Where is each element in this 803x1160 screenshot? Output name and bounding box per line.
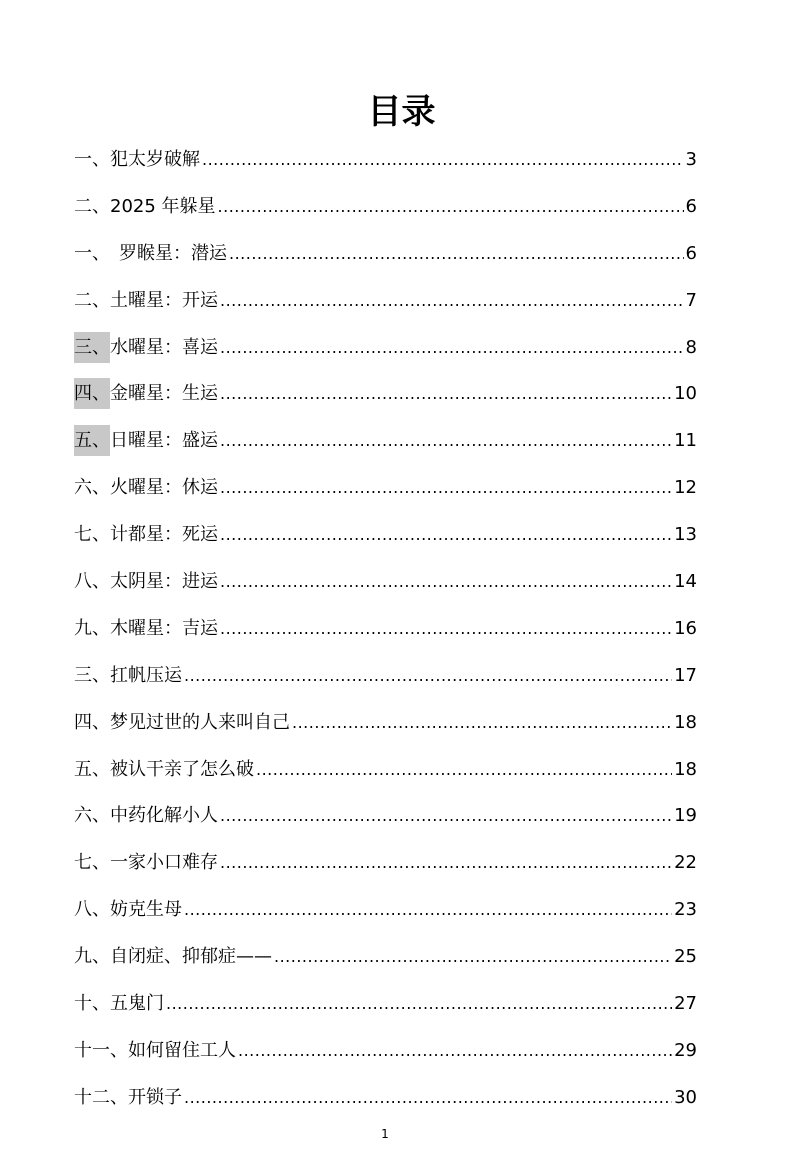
table-of-contents bbox=[74, 142, 697, 1127]
toc-entry-number: 八、 bbox=[74, 899, 110, 921]
toc-entry-number: 二、 bbox=[74, 195, 110, 217]
toc-entry-number: 九、 bbox=[74, 617, 110, 639]
toc-entry-number: 三、 bbox=[74, 664, 110, 686]
toc-entry-page: 8 bbox=[685, 336, 697, 358]
toc-entry-page: 18 bbox=[674, 758, 697, 780]
toc-entry-page: 25 bbox=[674, 946, 697, 968]
toc-entry-number: 六、 bbox=[74, 477, 110, 499]
toc-entry-page: 6 bbox=[685, 242, 697, 264]
toc-entry-number: 十二、 bbox=[74, 1086, 128, 1108]
toc-entry[interactable] bbox=[74, 1033, 697, 1080]
toc-entry-title: 计都星：死运 bbox=[110, 524, 218, 546]
toc-entry-title: 太阴星：进运 bbox=[110, 571, 218, 593]
toc-entry-title: 2025 年躲星 bbox=[110, 195, 216, 217]
toc-leader-dots bbox=[229, 236, 684, 272]
toc-entry-title: 土曜星：开运 bbox=[110, 289, 218, 311]
toc-entry-number: 七、 bbox=[74, 852, 110, 874]
toc-entry-page: 13 bbox=[674, 524, 697, 546]
toc-leader-dots bbox=[220, 798, 672, 834]
toc-entry-number: 四、 bbox=[74, 378, 110, 409]
toc-entry-label bbox=[74, 189, 216, 225]
toc-entry-title: 一家小口难存 bbox=[110, 852, 218, 874]
toc-entry-title: 水曜星：喜运 bbox=[110, 336, 218, 358]
toc-entry-title: 自闭症、抑郁症—— bbox=[110, 946, 272, 968]
toc-entry-title: 扛帆压运 bbox=[110, 664, 182, 686]
toc-entry[interactable] bbox=[74, 189, 697, 236]
toc-entry[interactable] bbox=[74, 845, 697, 892]
toc-leader-dots bbox=[274, 939, 672, 975]
toc-entry-title: 妨克生母 bbox=[110, 899, 182, 921]
toc-entry[interactable] bbox=[74, 892, 697, 939]
toc-entry-page: 16 bbox=[674, 617, 697, 639]
toc-entry-title: 犯太岁破解 bbox=[110, 149, 200, 170]
toc-entry-title: 被认干亲了怎么破 bbox=[110, 758, 254, 780]
toc-entry[interactable] bbox=[74, 1080, 697, 1127]
toc-entry-page: 18 bbox=[674, 711, 697, 733]
toc-leader-dots bbox=[220, 470, 672, 506]
toc-leader-dots bbox=[184, 1080, 672, 1116]
page-title: 目录 bbox=[367, 92, 436, 132]
toc-leader-dots bbox=[184, 892, 672, 928]
toc-entry-label bbox=[74, 658, 182, 694]
toc-entry-label bbox=[74, 986, 164, 1022]
toc-entry-title: 罗睺星：潜运 bbox=[101, 242, 227, 264]
toc-entry-label bbox=[74, 752, 254, 788]
toc-entry-title: 日曜星：盛运 bbox=[110, 430, 218, 452]
toc-entry-number: 一、 bbox=[74, 149, 110, 170]
toc-entry-page: 6 bbox=[685, 195, 697, 217]
toc-leader-dots bbox=[220, 517, 672, 553]
toc-entry-label bbox=[74, 892, 182, 928]
toc-leader-dots bbox=[220, 845, 672, 881]
toc-entry-title: 木曜星：吉运 bbox=[110, 617, 218, 639]
toc-entry-label bbox=[74, 798, 218, 834]
toc-leader-dots bbox=[184, 658, 672, 694]
toc-entry-number: 二、 bbox=[74, 289, 110, 311]
toc-entry-title: 如何留住工人 bbox=[128, 1039, 236, 1061]
toc-entry-number: 八、 bbox=[74, 571, 110, 593]
toc-entry[interactable] bbox=[74, 236, 697, 283]
toc-entry-title: 五鬼门 bbox=[110, 993, 164, 1015]
toc-leader-dots bbox=[220, 423, 672, 459]
toc-entry-page: 19 bbox=[674, 805, 697, 827]
page-number: 1 bbox=[381, 1127, 389, 1141]
toc-entry-number: 九、 bbox=[74, 946, 110, 968]
toc-entry-label bbox=[74, 376, 218, 412]
toc-leader-dots bbox=[218, 189, 684, 225]
toc-entry-page: 3 bbox=[685, 149, 697, 170]
toc-entry-label bbox=[74, 142, 200, 178]
toc-leader-dots bbox=[292, 705, 672, 741]
toc-entry-number: 三、 bbox=[74, 332, 110, 363]
toc-entry-title: 中药化解小人 bbox=[110, 805, 218, 827]
toc-leader-dots bbox=[256, 752, 672, 788]
toc-leader-dots bbox=[238, 1033, 672, 1069]
toc-entry[interactable] bbox=[74, 986, 697, 1033]
toc-leader-dots bbox=[166, 986, 672, 1022]
toc-entry-title: 梦见过世的人来叫自己 bbox=[110, 711, 290, 733]
toc-entry[interactable] bbox=[74, 705, 697, 752]
toc-entry-page: 30 bbox=[674, 1086, 697, 1108]
toc-entry[interactable] bbox=[74, 939, 697, 986]
toc-entry-label bbox=[74, 236, 227, 272]
toc-entry-title: 火曜星：休运 bbox=[110, 477, 218, 499]
toc-entry-page: 14 bbox=[674, 571, 697, 593]
toc-entry-label bbox=[74, 283, 218, 319]
toc-entry[interactable] bbox=[74, 470, 697, 517]
toc-entry-label bbox=[74, 330, 218, 366]
toc-entry-title: 金曜星：生运 bbox=[110, 383, 218, 405]
toc-entry-label bbox=[74, 845, 218, 881]
toc-entry[interactable] bbox=[74, 798, 697, 845]
toc-leader-dots bbox=[220, 376, 672, 412]
toc-leader-dots bbox=[220, 564, 672, 600]
toc-entry-number: 一、 bbox=[74, 242, 101, 264]
toc-entry-title: 开锁子 bbox=[128, 1086, 182, 1108]
toc-entry-page: 29 bbox=[674, 1039, 697, 1061]
toc-entry-page: 7 bbox=[685, 289, 697, 311]
toc-entry-page: 10 bbox=[674, 383, 697, 405]
toc-entry-number: 十、 bbox=[74, 993, 110, 1015]
toc-entry-label bbox=[74, 939, 272, 975]
toc-entry-number: 四、 bbox=[74, 711, 110, 733]
toc-entry[interactable] bbox=[74, 611, 697, 658]
toc-entry-number: 五、 bbox=[74, 758, 110, 780]
toc-entry-label bbox=[74, 470, 218, 506]
toc-entry[interactable] bbox=[74, 517, 697, 564]
toc-entry[interactable] bbox=[74, 142, 697, 189]
toc-leader-dots bbox=[220, 330, 684, 366]
toc-entry-page: 17 bbox=[674, 664, 697, 686]
toc-entry-label bbox=[74, 705, 290, 741]
toc-entry-page: 27 bbox=[674, 993, 697, 1015]
toc-entry-number: 五、 bbox=[74, 425, 110, 456]
toc-entry-label bbox=[74, 1033, 236, 1069]
toc-entry-label bbox=[74, 423, 218, 459]
toc-entry-page: 12 bbox=[674, 477, 697, 499]
toc-entry[interactable] bbox=[74, 376, 697, 423]
toc-entry-page: 11 bbox=[674, 430, 697, 452]
toc-entry[interactable] bbox=[74, 658, 697, 705]
toc-entry[interactable] bbox=[74, 330, 697, 377]
toc-entry[interactable] bbox=[74, 283, 697, 330]
toc-leader-dots bbox=[220, 283, 684, 319]
toc-leader-dots bbox=[202, 142, 684, 178]
toc-entry[interactable] bbox=[74, 423, 697, 470]
toc-entry-label bbox=[74, 564, 218, 600]
toc-entry-page: 22 bbox=[674, 852, 697, 874]
toc-leader-dots bbox=[220, 611, 672, 647]
toc-entry[interactable] bbox=[74, 564, 697, 611]
toc-entry-label bbox=[74, 1080, 182, 1116]
toc-entry-label bbox=[74, 611, 218, 647]
toc-entry-label bbox=[74, 517, 218, 553]
toc-entry-number: 七、 bbox=[74, 524, 110, 546]
toc-entry-page: 23 bbox=[674, 899, 697, 921]
toc-entry[interactable] bbox=[74, 752, 697, 799]
toc-entry-number: 十一、 bbox=[74, 1039, 128, 1061]
toc-entry-number: 六、 bbox=[74, 805, 110, 827]
